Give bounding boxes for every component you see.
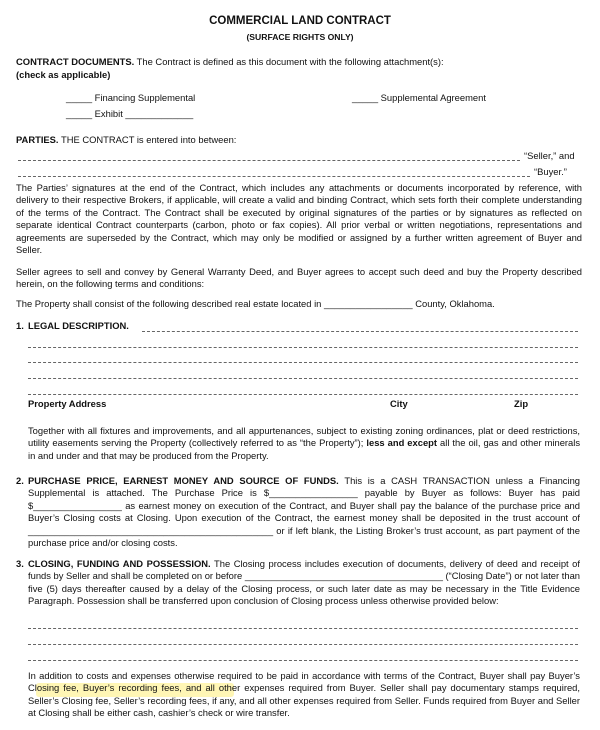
section-2-number: 2. — [16, 475, 24, 486]
parties-line — [16, 134, 582, 146]
property-location-line — [16, 298, 582, 310]
fixtures-paragraph — [28, 425, 580, 462]
exhibit-option[interactable]: _____ Exhibit _____________ — [66, 108, 194, 119]
legal-description-blank-3[interactable] — [28, 362, 578, 363]
possession-blank-3[interactable] — [28, 660, 578, 661]
legal-description-blank-2[interactable] — [28, 347, 578, 348]
closing-costs-text: In addition to costs and expenses otherwise required to be paid in accordance with terms of the Contract, Buyer shall pay Buyer’s Closing fee, Buyer’s recording fees, and all other expenses required from Buyer. Seller shall pay documentary stamps required, Seller’s Closing fee, Seller’s recording fees, if any, and all other expenses required from Seller. Funds required from Buyer and Seller at Closing shall be either cash, cashier’s check or wire transfer. — [28, 670, 580, 719]
possession-blank-1[interactable] — [28, 628, 578, 629]
contract-documents-line — [16, 56, 582, 68]
possession-blank-2[interactable] — [28, 644, 578, 645]
section-3-number: 3. — [16, 558, 24, 569]
purchase-paragraph — [28, 475, 580, 549]
fixtures-text-a: Together with all fixtures and improvements, and all appurtenances, subject to existing zoning ordinances, plat or deed restrictions, utility easements serving the Property (collectively referred to as “the Property”); — [28, 425, 580, 449]
legal-description-heading: LEGAL DESCRIPTION. — [28, 320, 129, 331]
closing-text: The Closing process includes execution of documents, delivery of deed and receipt of funds by Seller and shall be completed on or before ______________________________________ (“Closing Date”) or not later than five (5) days thereafter caused by a delay of the Closing process, or such later date as may be necessary in the Title Evidence Paragraph. Possession shall be transferred upon conclusion of Closing process unless otherwise provided below: — [28, 558, 580, 607]
closing-heading: CLOSING, FUNDING AND POSSESSION. — [28, 558, 211, 569]
parties-heading: PARTIES. — [16, 134, 59, 145]
parties-text: THE CONTRACT is entered into between: — [60, 134, 237, 145]
contract-documents-heading: CONTRACT DOCUMENTS. — [16, 56, 135, 67]
parties-paragraph — [16, 182, 582, 256]
closing-paragraph — [28, 558, 580, 608]
conveyance-paragraph-text: Seller agrees to sell and convey by General Warranty Deed, and Buyer agrees to accept such deed and buy the Property described herein, on the following terms and conditions: — [16, 266, 582, 290]
fixtures-text-b: all the oil, gas and other minerals in and under and that may be produced from the Property. — [28, 437, 581, 461]
zip-label: Zip — [514, 398, 529, 409]
buyer-label: “Buyer.” — [534, 166, 567, 177]
city-label: City — [390, 398, 408, 409]
parties-paragraph-text: The Parties’ signatures at the end of the Contract, which includes any attachments or documents incorporated by reference, with delivery to their respective Brokers, if applicable, will create a valid and binding Contract, which sets forth their complete understanding of the terms of the Contract. The Contract shall be executed by original signatures of the parties or by signatures as reflected on separate identical Contract counterparts (carbon, photo or fax copies). All prior verbal or written negotiations, representations and agreements are superseded by the Contract, which may only be modified or assigned by a further written agreement of Buyer and Seller. — [16, 182, 582, 256]
conveyance-paragraph — [16, 266, 582, 291]
financing-supplemental-option[interactable]: _____ Financing Supplemental — [66, 92, 196, 103]
county-blank[interactable]: _________________ — [323, 298, 413, 309]
section-1-number: 1. — [16, 320, 24, 331]
check-note: (check as applicable) — [16, 69, 111, 80]
property-location-text: The Property shall consist of the following described real estate located in — [16, 298, 322, 309]
property-address-blank[interactable] — [28, 394, 578, 395]
property-address-label: Property Address — [28, 398, 107, 409]
contract-documents-text: The Contract is defined as this document with the following attachment(s): — [136, 56, 444, 67]
supplemental-agreement-option[interactable]: _____ Supplemental Agreement — [352, 92, 486, 103]
purchase-text: This is a CASH TRANSACTION unless a Financing Supplemental is attached. The Purchase Price is $_________________ payable by Buyer as follows: Buyer has paid $_________________ as earnest money on execution of the Contract, and Buyer shall pay the balance of the purchase price and Buyer’s Closing costs at Closing. Upon execution of the Contract, the earnest money shall be deposited in the trust account of _______________________________________________ or if left blank, the Listing Broker’s trust account, as part payment of the purchase price and/or closing costs. — [28, 475, 581, 549]
legal-description-blank-4[interactable] — [28, 378, 578, 379]
seller-name-blank[interactable] — [18, 160, 520, 161]
seller-label: “Seller,” and — [524, 150, 575, 161]
county-label: County, Oklahoma. — [415, 298, 495, 309]
less-and-except: less and except — [366, 437, 438, 449]
purchase-heading: PURCHASE PRICE, EARNEST MONEY AND SOURCE OF FUNDS. — [28, 475, 339, 486]
document-title: COMMERCIAL LAND CONTRACT — [209, 15, 391, 27]
buyer-name-blank[interactable] — [18, 176, 530, 177]
closing-costs-paragraph — [28, 670, 580, 720]
document-subtitle: (SURFACE RIGHTS ONLY) — [246, 32, 354, 42]
legal-description-blank-1[interactable] — [142, 331, 578, 332]
